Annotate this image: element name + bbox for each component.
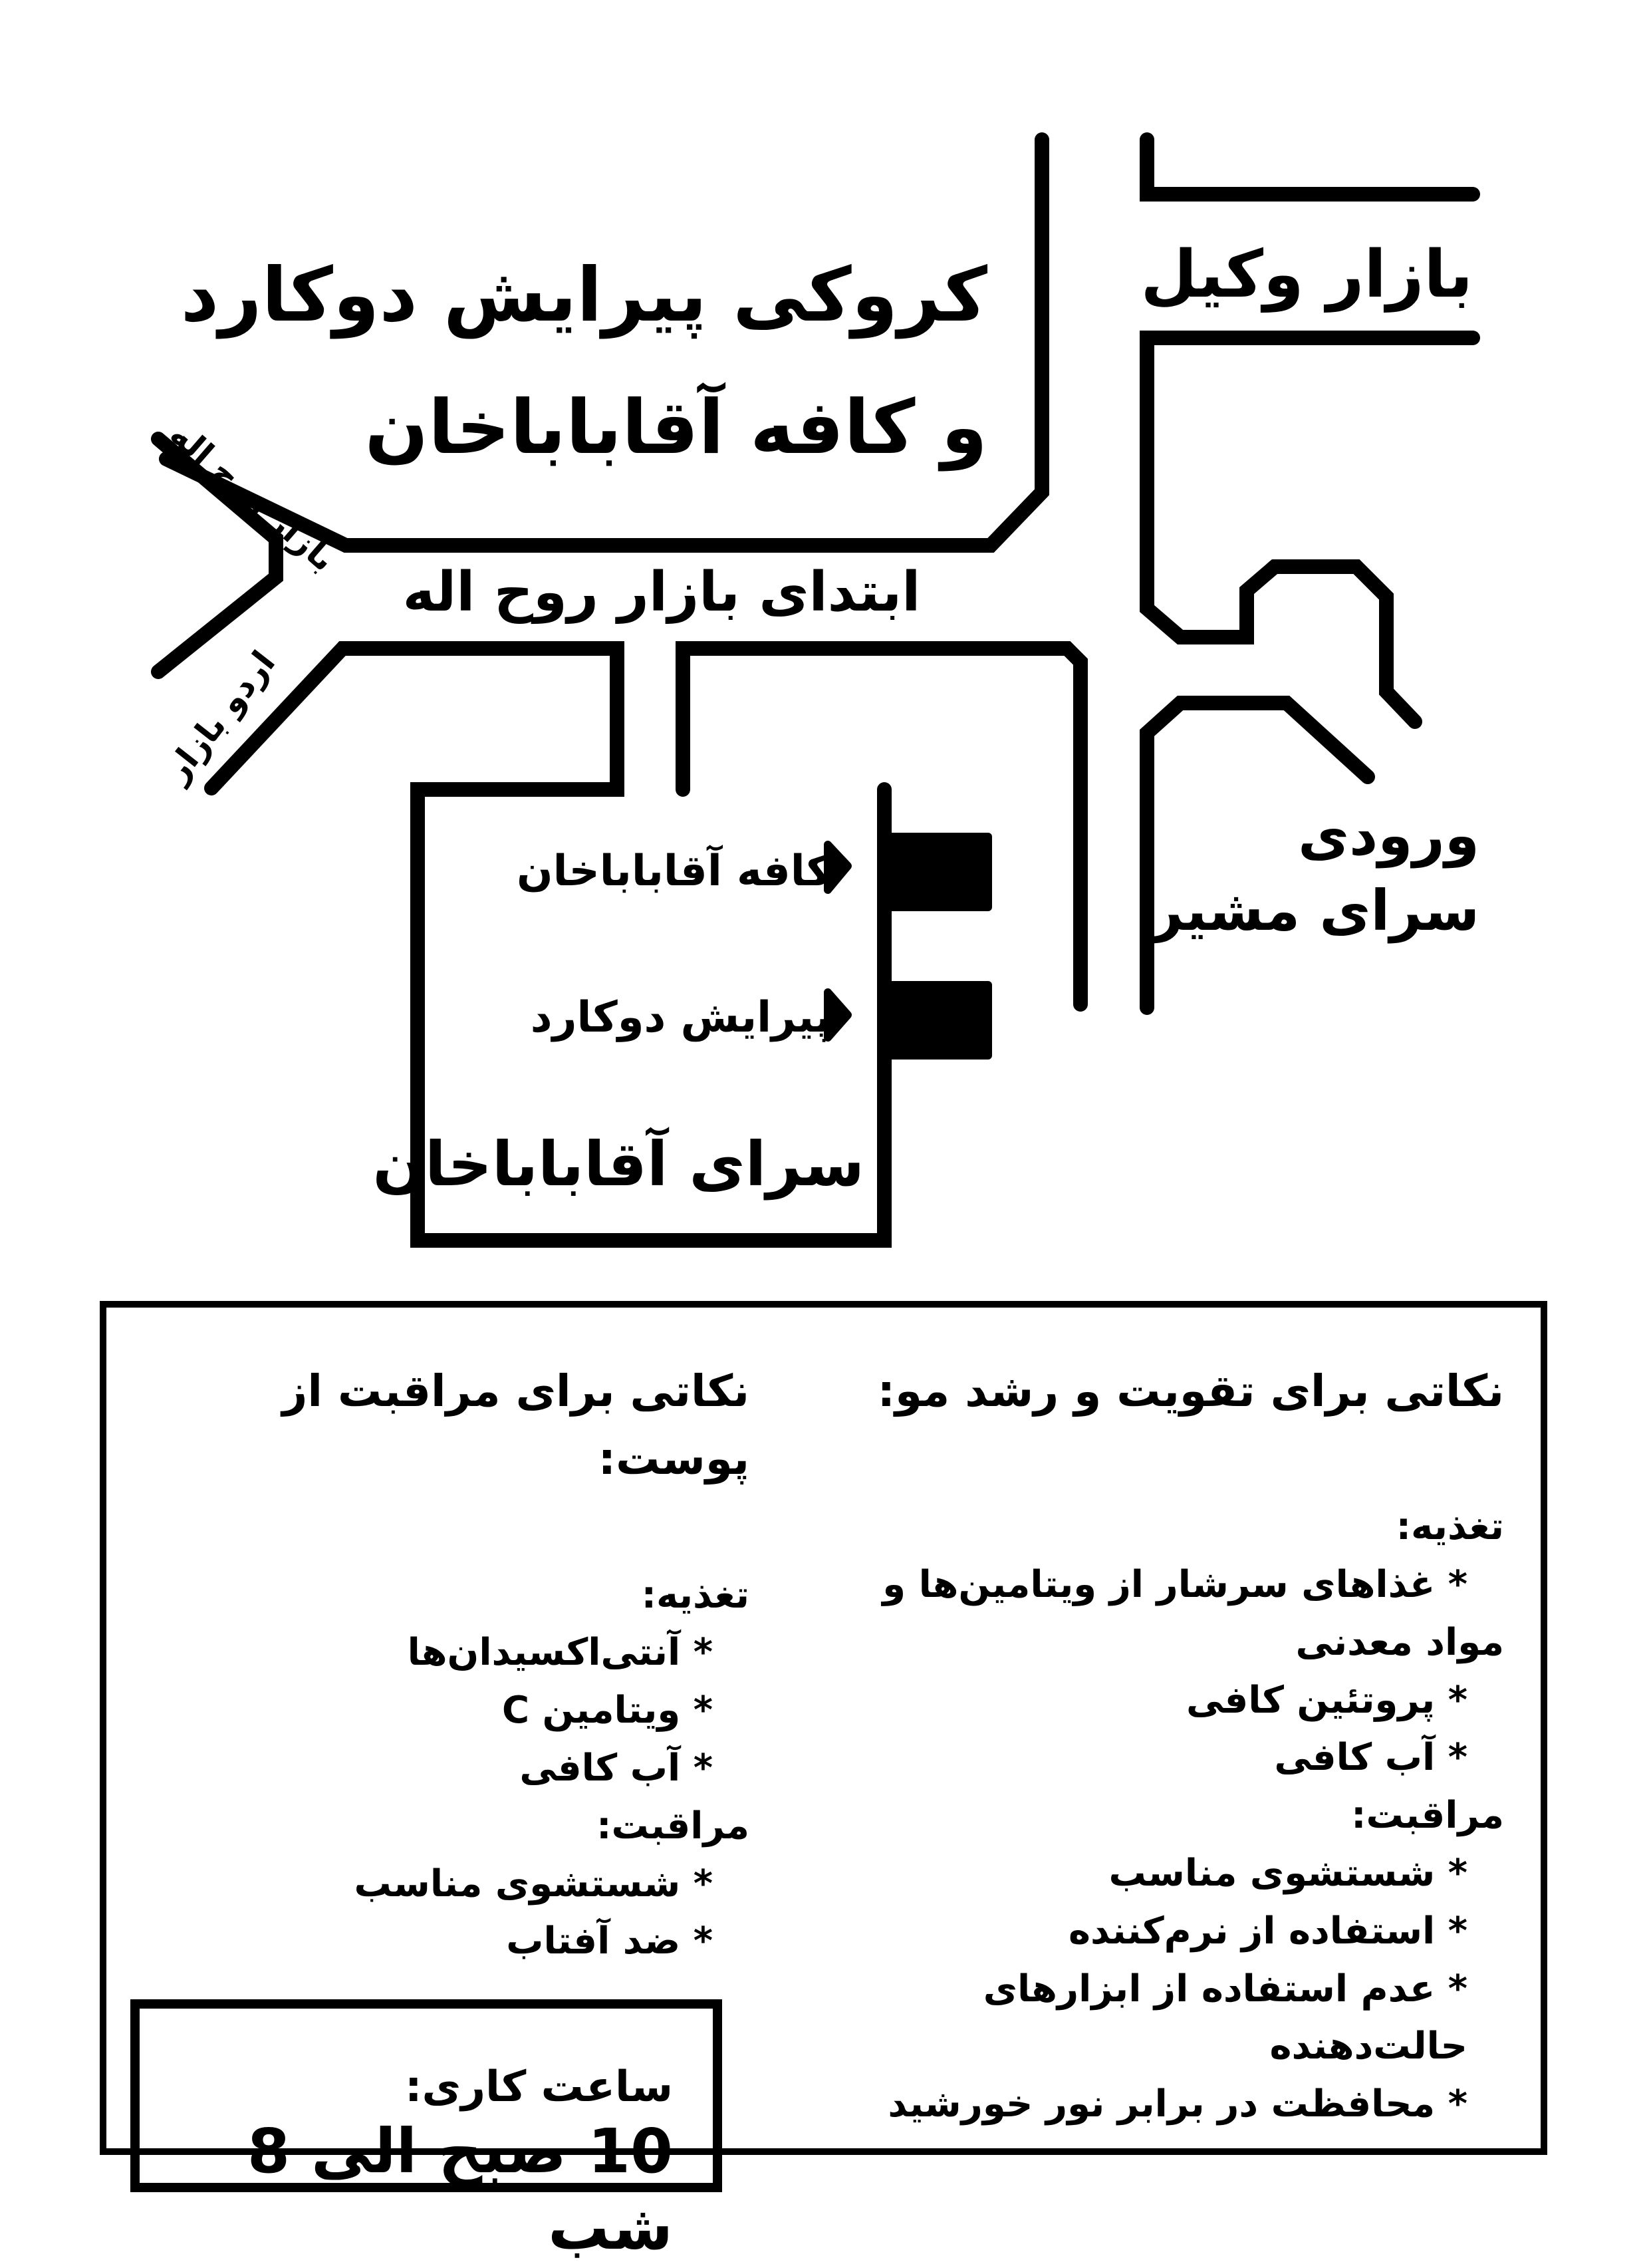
street-label-bazar-vakil: بازار وکیل bbox=[1140, 237, 1473, 313]
map-title-line1: کروکی پیرایش دوکارد bbox=[180, 252, 987, 339]
entry-label-line1: ورودی bbox=[1298, 803, 1479, 868]
skin-care-label: مراقبت: bbox=[596, 1804, 749, 1848]
shop-label-salon: پیرایش دوکارد bbox=[530, 993, 831, 1042]
building-name: سرای آقاباباخان bbox=[372, 1129, 864, 1200]
skin-nutrition-label: تغذیه: bbox=[641, 1573, 749, 1617]
hair-nutrition-item: * پروتئین کافی bbox=[1186, 1678, 1467, 1722]
map-title bbox=[181, 229, 987, 495]
map-title-line2: و کافه آقاباباخان bbox=[364, 384, 987, 472]
skin-tips bbox=[151, 1357, 749, 1971]
skin-care-item: * شستشوی مناسب bbox=[354, 1862, 713, 1906]
skin-nutrition-item: * ویتامین C bbox=[501, 1689, 713, 1733]
street-line bbox=[1147, 338, 1473, 722]
hair-nutrition-item: * غذاهای سرشار از ویتامین‌ها و bbox=[882, 1563, 1467, 1607]
hair-care-label: مراقبت: bbox=[1351, 1794, 1504, 1838]
working-hours-value: 10 صبح الی 8 شب bbox=[247, 2115, 673, 2263]
skin-nutrition-item: * آب کافی bbox=[519, 1746, 713, 1790]
street-line bbox=[1147, 140, 1473, 194]
street-label-ebteda: ابتدای بازار روح اله bbox=[402, 561, 921, 624]
entry-label bbox=[1151, 798, 1479, 949]
skin-care-item: * ضد آفتاب bbox=[506, 1919, 713, 1963]
hair-care-item: * شستشوی مناسب bbox=[1108, 1852, 1467, 1896]
skin-nutrition-item: * آنتی‌اکسیدان‌ها bbox=[407, 1631, 713, 1675]
hair-nutrition-label: تغذیه: bbox=[1396, 1505, 1504, 1549]
street-label-ordo-bazar: اردو بازار bbox=[157, 643, 283, 789]
hair-tips-heading: نکاتی برای تقویت و رشد مو: bbox=[877, 1365, 1504, 1417]
tips-box bbox=[100, 1301, 1547, 2263]
hair-care-item: * استفاده از نرم‌کننده bbox=[1068, 1909, 1467, 1953]
shop-block-salon bbox=[884, 981, 992, 1060]
working-hours-label: ساعت کاری: bbox=[404, 2062, 673, 2112]
hair-nutrition-item-cont: مواد معدنی bbox=[1295, 1620, 1504, 1664]
hair-tips bbox=[773, 1357, 1504, 2134]
hair-care-item: * عدم استفاده از ابزارهای حالت‌دهنده bbox=[983, 1967, 1467, 2068]
hair-nutrition-item: * آب کافی bbox=[1274, 1736, 1467, 1780]
entry-label-line2: سرای مشیر bbox=[1151, 878, 1479, 944]
hair-care-item: * محافظت در برابر نور خورشید bbox=[888, 2082, 1467, 2126]
shop-block-cafe bbox=[884, 833, 992, 911]
working-hours-box bbox=[130, 1999, 722, 2263]
skin-tips-heading: نکاتی برای مراقبت از پوست: bbox=[282, 1365, 749, 1485]
shop-label-cafe: کافه آقاباباخان bbox=[516, 847, 831, 896]
street-label-bazar-rooh-allah: بازار روح اله bbox=[162, 414, 343, 579]
